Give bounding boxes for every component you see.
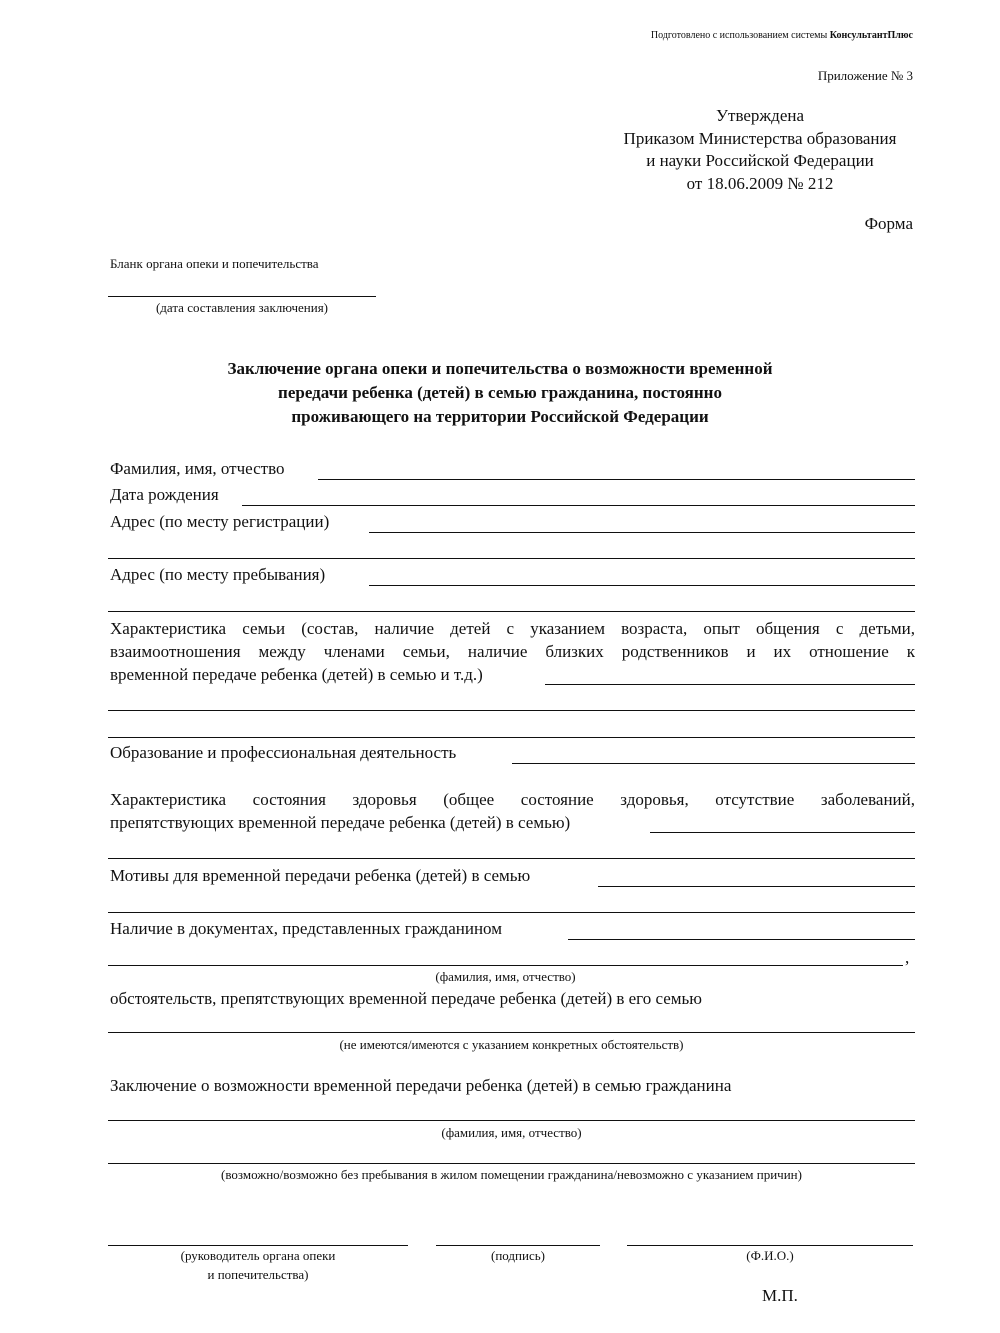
- appendix-label: Приложение № 3: [817, 68, 913, 83]
- conclusion-label: Заключение о возможности временной передачи ребенка (детей) в семью гражданина: [110, 1076, 732, 1095]
- circumstances-line[interactable]: [108, 1032, 915, 1033]
- fio-line[interactable]: [318, 479, 915, 480]
- motives-line[interactable]: [598, 886, 915, 887]
- date-line[interactable]: [108, 296, 376, 297]
- docs-label: Наличие в документах, представленных гражданином: [110, 919, 502, 938]
- health-line-1[interactable]: [650, 832, 915, 833]
- family-line-1[interactable]: [545, 684, 915, 685]
- order-line-1: Приказом Министерства образования: [623, 129, 897, 148]
- address-reg-line[interactable]: [369, 532, 915, 533]
- stamp-label: М.П.: [762, 1286, 798, 1305]
- head-caption-1: (руководитель органа опеки: [180, 1248, 336, 1263]
- prepared-brand: КонсультантПлюс: [829, 30, 913, 41]
- address-stay-line-2[interactable]: [108, 611, 915, 612]
- family-line-3[interactable]: [108, 737, 915, 738]
- address-stay-label: Адрес (по месту пребывания): [110, 565, 326, 584]
- fio-signature-caption: (Ф.И.О.): [746, 1248, 794, 1263]
- circumstances-label: обстоятельств, препятствующих временной передаче ребенка (детей) в его семью: [110, 989, 702, 1008]
- fio-caption-2: (фамилия, имя, отчество): [441, 1125, 582, 1140]
- motives-line-2[interactable]: [108, 912, 915, 913]
- birth-date-label: Дата рождения: [110, 485, 219, 504]
- approved-label: Утверждена: [715, 106, 805, 125]
- order-line-3: от 18.06.2009 № 212: [686, 174, 834, 193]
- date-caption: (дата составления заключения): [155, 300, 329, 315]
- head-signature-line[interactable]: [108, 1245, 408, 1246]
- fio-signature-line[interactable]: [627, 1245, 913, 1246]
- conclusion-fio-line[interactable]: [108, 1120, 915, 1121]
- prepared-prefix: Подготовлено с использованием системы: [650, 30, 828, 41]
- address-reg-label: Адрес (по месту регистрации): [110, 512, 330, 531]
- possibility-line[interactable]: [108, 1163, 915, 1164]
- fio-caption: (фамилия, имя, отчество): [435, 969, 576, 984]
- docs-comma: ,: [905, 948, 910, 967]
- birth-date-line[interactable]: [242, 505, 915, 506]
- title-line-1: Заключение органа опеки и попечительства о возможности временной: [227, 359, 773, 378]
- family-text-1: Характеристика семьи (состав, наличие детей с указанием возраста, опыт общения с детьми,: [110, 619, 915, 638]
- address-stay-line[interactable]: [369, 585, 915, 586]
- fio-label: Фамилия, имя, отчество: [110, 459, 285, 478]
- circumstances-caption: (не имеются/имеются с указанием конкретных обстоятельств): [339, 1037, 684, 1052]
- org-form-label: Бланк органа опеки и попечительства: [110, 256, 319, 271]
- head-caption-2: и попечительства): [207, 1267, 309, 1282]
- health-text-2: препятствующих временной передаче ребенка (детей) в семью): [110, 813, 571, 832]
- order-line-2: и науки Российской Федерации: [646, 151, 874, 170]
- signature-line[interactable]: [436, 1245, 600, 1246]
- prepared-note: [600, 30, 913, 41]
- family-line-2[interactable]: [108, 710, 915, 711]
- docs-fio-line[interactable]: [108, 965, 903, 966]
- family-text-2: взаимоотношения между членами семьи, наличие близких родственников и их отношение к: [110, 642, 915, 661]
- family-text-3: временной передаче ребенка (детей) в семью и т.д.): [110, 665, 483, 684]
- docs-line[interactable]: [568, 939, 915, 940]
- signature-caption: (подпись): [491, 1248, 545, 1263]
- motives-label: Мотивы для временной передачи ребенка (детей) в семью: [110, 866, 531, 885]
- title-line-2: передачи ребенка (детей) в семью гражданина, постоянно: [278, 383, 722, 402]
- possibility-caption: (возможно/возможно без пребывания в жилом помещении гражданина/невозможно с указанием причин): [221, 1167, 802, 1182]
- education-label: Образование и профессиональная деятельность: [110, 743, 457, 762]
- title-line-3: проживающего на территории Российской Федерации: [291, 407, 709, 426]
- health-text-1: Характеристика состояния здоровья (общее состояние здоровья, отсутствие заболеваний,: [110, 790, 915, 809]
- education-line[interactable]: [512, 763, 915, 764]
- address-reg-line-2[interactable]: [108, 558, 915, 559]
- form-label: Форма: [864, 214, 913, 233]
- health-line-2[interactable]: [108, 858, 915, 859]
